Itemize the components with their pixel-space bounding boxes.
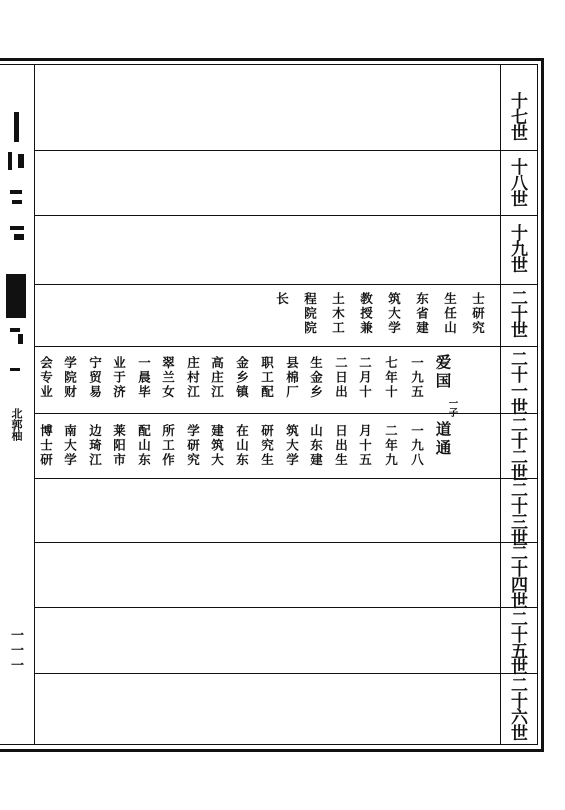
spine-title: 北郭柚 xyxy=(10,408,23,441)
bio-column: 七年十 xyxy=(383,356,399,400)
bio-column: 配山东 xyxy=(136,424,152,468)
row-line xyxy=(34,673,538,674)
bio-column: 庄村江 xyxy=(185,356,201,400)
row-line xyxy=(34,215,538,216)
text-column: 筑大学 xyxy=(386,292,402,336)
row-line xyxy=(34,413,538,414)
bio-column: 二月十 xyxy=(357,356,373,400)
bio-column: 边琦江 xyxy=(87,424,103,468)
bio-column: 博士研 xyxy=(38,424,54,468)
bio-column: 日出生 xyxy=(333,424,349,468)
bio-column: 高庄江 xyxy=(209,356,225,400)
bio-column: 一九五 xyxy=(409,356,425,400)
margin-mark xyxy=(10,368,20,371)
bio-column: 学院财 xyxy=(62,356,78,400)
bio-column: 翠兰女 xyxy=(160,356,176,400)
bio-column: 宁贸易 xyxy=(87,356,103,400)
spine-title-fragment xyxy=(6,108,28,348)
bio-column: 山东建 xyxy=(308,424,324,468)
bio-column: 建筑大 xyxy=(209,424,225,468)
bio-column: 二年九 xyxy=(383,424,399,468)
margin-divider xyxy=(34,64,35,745)
bio-column: 筑大学 xyxy=(284,424,300,468)
text-column: 长 xyxy=(274,292,290,307)
page-number: 一一一 xyxy=(8,628,23,673)
bio-column: 所工作 xyxy=(160,424,176,468)
bio-column: 学研究 xyxy=(185,424,201,468)
bio-column: 会专业 xyxy=(38,356,54,400)
bio-column: 一九八 xyxy=(409,424,425,468)
row-line xyxy=(34,478,538,479)
bio-column: 金乡镇 xyxy=(234,356,250,400)
bio-column: 生金乡 xyxy=(308,356,324,400)
generation-label: 十八世 xyxy=(507,158,527,206)
row-line xyxy=(34,542,538,543)
generation-label: 二十一世 xyxy=(507,350,527,414)
person-name: 道通 xyxy=(433,421,453,458)
row-line xyxy=(34,346,538,347)
bio-column: 南大学 xyxy=(62,424,78,468)
text-column: 生任山 xyxy=(442,292,458,336)
bio-column: 研究生 xyxy=(259,424,275,468)
generation-label: 十七世 xyxy=(507,92,527,140)
bio-column: 莱阳市 xyxy=(111,424,127,468)
bio-column: 县棉厂 xyxy=(284,356,300,400)
bio-column: 业于济 xyxy=(111,356,127,400)
generation-label: 二十世 xyxy=(507,289,527,337)
text-column: 土木工 xyxy=(330,292,346,336)
row-line xyxy=(34,150,538,151)
generation-column-divider xyxy=(500,64,501,745)
child-note: 一子 xyxy=(446,398,458,417)
bio-column: 职工配 xyxy=(259,356,275,400)
bio-column: 一晨毕 xyxy=(136,356,152,400)
row-line xyxy=(34,284,538,285)
generation-label: 十九世 xyxy=(507,224,527,272)
text-column: 士研究 xyxy=(470,292,486,336)
text-column: 程院院 xyxy=(302,292,318,336)
bio-column: 在山东 xyxy=(234,424,250,468)
bio-column: 月十五 xyxy=(357,424,373,468)
row-line xyxy=(34,607,538,608)
generation-label: 二十六世 xyxy=(507,676,527,740)
generation-label: 二十五世 xyxy=(507,610,527,674)
generation-label: 二十二世 xyxy=(507,416,527,480)
generation-label: 二十三世 xyxy=(507,481,527,545)
generation-label: 二十四世 xyxy=(507,544,527,608)
text-column: 教授兼 xyxy=(358,292,374,336)
person-name: 爱国 xyxy=(433,354,453,391)
bio-column: 二日出 xyxy=(333,356,349,400)
text-column: 东省建 xyxy=(414,292,430,336)
